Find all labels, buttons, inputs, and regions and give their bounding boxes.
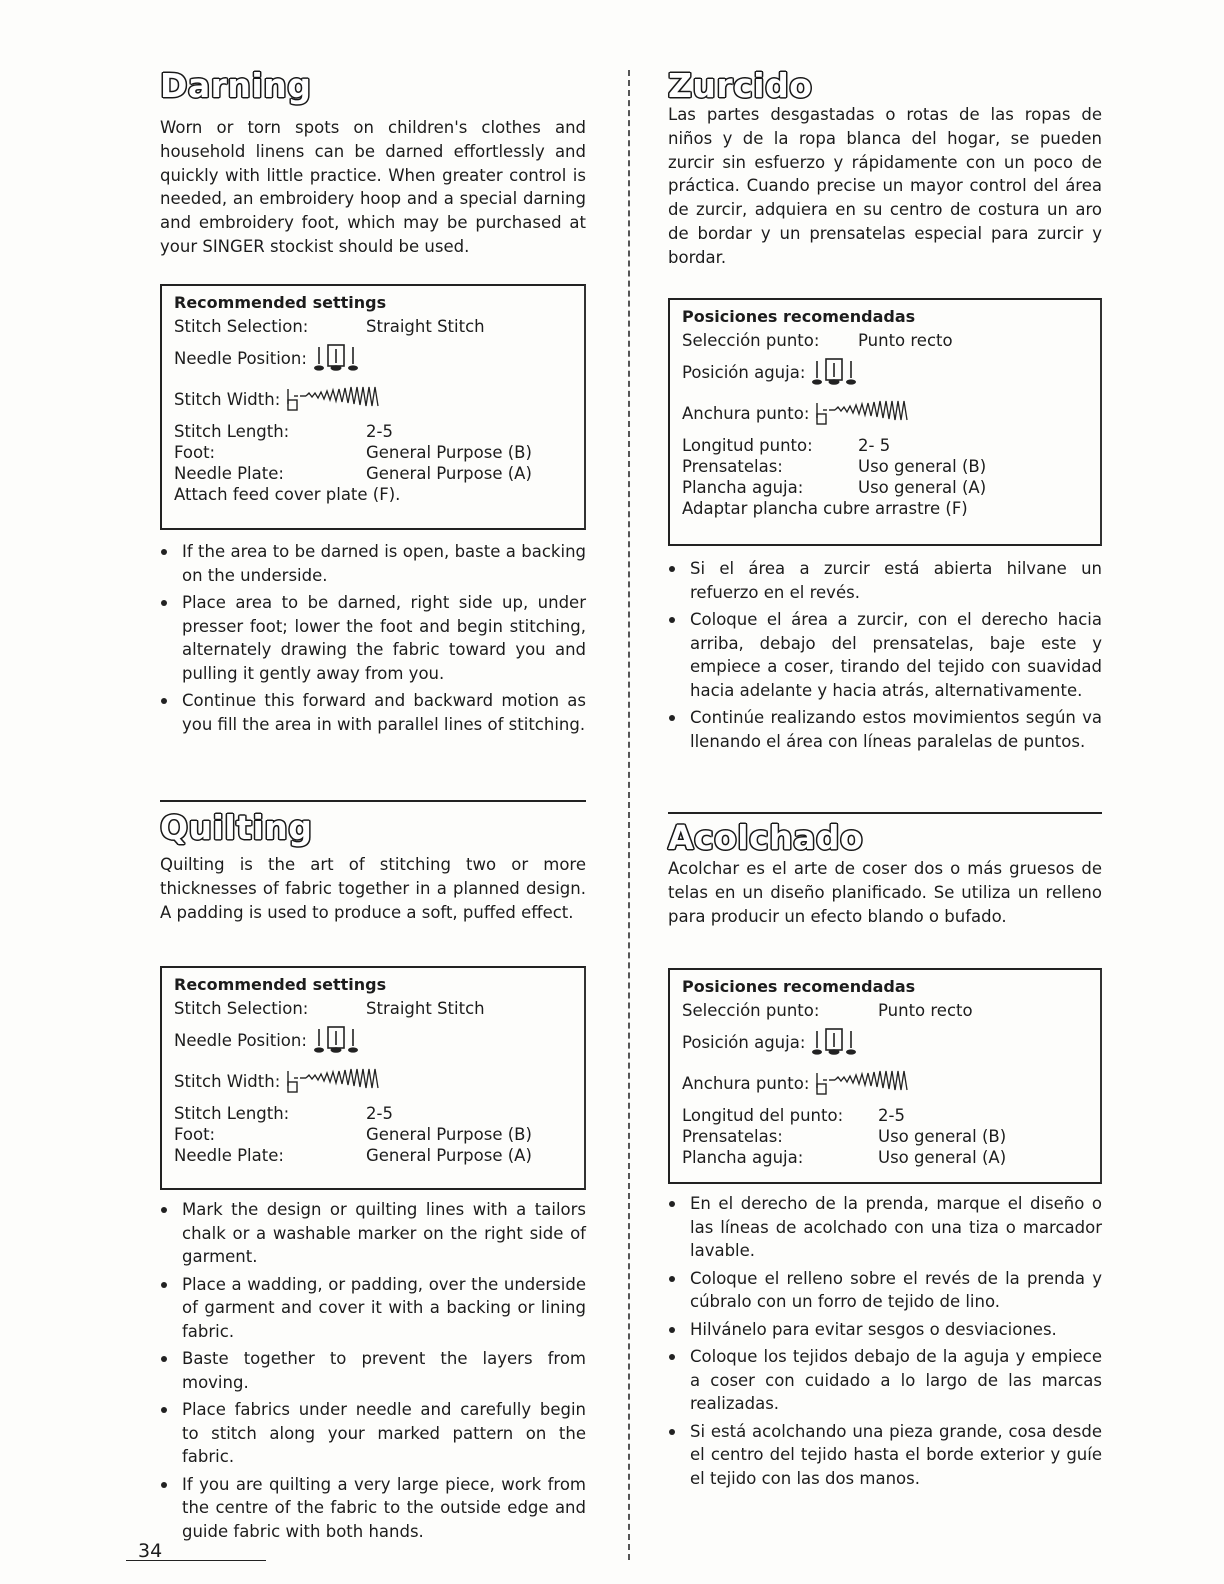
column-divider [628,70,630,1560]
needle-position-icon [313,344,361,372]
quilting-title: Quilting [160,808,313,847]
stitch-selection-value: Punto recto [878,1000,973,1020]
zurcido-settings-box [668,298,1102,546]
list-item: Baste together to prevent the layers from moving. [160,1347,586,1394]
stitch-selection-value: Straight Stitch [366,998,485,1018]
section-divider [668,812,1102,814]
needle-position-label: Needle Position: [174,1030,307,1050]
acolchado-title: Acolchado [668,818,864,857]
darning-settings-box [160,284,586,530]
foot-label: Foot: [174,1125,216,1144]
list-item: Place area to be darned, right side up, under presser foot; lower the foot and begin stitching, alternately drawing the fabric toward you and pulling it gently away from you. [160,591,586,685]
stitch-selection-value: Straight Stitch [366,316,485,336]
settings-header: Posiciones recomendadas [682,977,916,996]
darning-title: Darning [160,66,312,105]
stitch-selection-value: Punto recto [858,330,953,350]
stitch-width-label: Stitch Width: [174,389,281,409]
quilting-steps [160,1198,586,1547]
needle-plate-value: General Purpose (A) [366,1146,532,1165]
needle-plate-label: Needle Plate: [174,464,284,483]
foot-label: Foot: [174,443,216,462]
list-item: Coloque los tejidos debajo de la aguja y empiece a coser con cuidado a lo largo de las marcas realizadas. [668,1345,1102,1416]
stitch-length-label: Longitud punto: [682,436,813,455]
section-divider [160,800,586,802]
list-item: Place a wadding, or padding, over the underside of garment and cover it with a backing or lining fabric. [160,1273,586,1344]
page-number: 34 [138,1540,163,1562]
list-item: If you are quilting a very large piece, work from the centre of the fabric to the outside edge and guide fabric with both hands. [160,1473,586,1544]
foot-label: Prensatelas: [682,457,783,476]
quilting-intro: Quilting is the art of stitching two or more thicknesses of fabric together in a planned design. A padding is used to produce a soft, puffed effect. [160,855,586,922]
foot-value: Uso general (B) [878,1127,1007,1146]
needle-plate-label: Needle Plate: [174,1146,284,1165]
foot-value: Uso general (B) [858,457,987,476]
list-item: Coloque el área a zurcir, con el derecho hacia arriba, debajo del prensatelas, baje este y empiece a coser, tirando del tejido con suavidad hacia adelante y hacia atrás, alternativamente. [668,608,1102,702]
zurcido-title: Zurcido [668,66,813,105]
stitch-selection-label: Stitch Selection: [174,998,309,1018]
stitch-width-label: Anchura punto: [682,403,810,423]
acolchado-intro: Acolchar es el arte de coser dos o más gruesos de telas en un diseño planificado. Se utiliza un relleno para producir un efecto blando o bufado. [668,859,1102,926]
settings-header: Recommended settings [174,975,387,994]
stitch-width-icon [286,386,380,412]
settings-header: Posiciones recomendadas [682,307,916,326]
needle-position-icon [811,1028,859,1056]
settings-extra-note: Attach feed cover plate (F). [174,485,401,504]
list-item: Si está acolchando una pieza grande, cosa desde el centro del tejido hasta el borde exterior y guíe el tejido con las dos manos. [668,1420,1102,1491]
needle-position-label: Posición aguja: [682,1032,806,1052]
stitch-width-label: Anchura punto: [682,1073,810,1093]
list-item: Mark the design or quilting lines with a tailors chalk or a washable marker on the right side of garment. [160,1198,586,1269]
stitch-length-label: Stitch Length: [174,1104,290,1123]
needle-position-label: Posición aguja: [682,362,806,382]
quilting-settings-box [160,966,586,1190]
list-item: Hilvánelo para evitar sesgos o desviaciones. [668,1318,1102,1342]
stitch-length-value: 2- 5 [858,436,891,455]
zurcido-intro: Las partes desgastadas o rotas de las ropas de niños y de la ropa blanca del hogar, se pueden zurcir sin esfuerzo y rápidamente con un poco de práctica. Cuando precise un mayor control del área de zurcir, adquiera en su centro de costura un aro de bordar y un prensatelas especial para zurcir y bordar. [668,105,1102,267]
stitch-width-icon [815,400,909,426]
list-item: Continúe realizando estos movimientos según va llenando el área con líneas paralelas de puntos. [668,706,1102,753]
stitch-length-label: Stitch Length: [174,422,290,441]
list-item: Coloque el relleno sobre el revés de la prenda y cúbralo con un forro de tejido de lino. [668,1267,1102,1314]
stitch-selection-label: Selección punto: [682,330,820,350]
foot-label: Prensatelas: [682,1127,783,1146]
foot-value: General Purpose (B) [366,443,532,462]
list-item: Si el área a zurcir está abierta hilvane un refuerzo en el revés. [668,557,1102,604]
zurcido-steps [668,557,1102,757]
acolchado-steps [668,1192,1102,1494]
acolchado-settings-box [668,968,1102,1184]
stitch-length-value: 2-5 [366,422,393,441]
stitch-width-label: Stitch Width: [174,1071,281,1091]
stitch-width-icon [286,1068,380,1094]
needle-plate-value: Uso general (A) [878,1148,1007,1167]
stitch-length-label: Longitud del punto: [682,1106,844,1125]
darning-intro: Worn or torn spots on children's clothes and household linens can be darned effortlessly and quickly with little practice. When greater control is needed, an embroidery hoop and a special darning and embroidery foot, which may be purchased at your SINGER stockist should be used. [160,118,586,256]
needle-plate-value: Uso general (A) [858,478,987,497]
needle-plate-label: Plancha aguja: [682,478,804,497]
settings-header: Recommended settings [174,293,387,312]
settings-extra-note: Adaptar plancha cubre arrastre (F) [682,499,968,518]
needle-position-label: Needle Position: [174,348,307,368]
list-item: If the area to be darned is open, baste a backing on the underside. [160,540,586,587]
stitch-selection-label: Selección punto: [682,1000,820,1020]
stitch-width-icon [815,1070,909,1096]
page-number-rule [126,1560,266,1561]
darning-steps [160,540,586,740]
stitch-selection-label: Stitch Selection: [174,316,309,336]
stitch-length-value: 2-5 [366,1104,393,1123]
list-item: Place fabrics under needle and carefully begin to stitch along your marked pattern on the fabric. [160,1398,586,1469]
stitch-length-value: 2-5 [878,1106,905,1125]
list-item: Continue this forward and backward motion as you fill the area in with parallel lines of stitching. [160,689,586,736]
needle-plate-value: General Purpose (A) [366,464,532,483]
needle-plate-label: Plancha aguja: [682,1148,804,1167]
needle-position-icon [313,1026,361,1054]
needle-position-icon [811,358,859,386]
list-item: En el derecho de la prenda, marque el diseño o las líneas de acolchado con una tiza o marcador lavable. [668,1192,1102,1263]
foot-value: General Purpose (B) [366,1125,532,1144]
